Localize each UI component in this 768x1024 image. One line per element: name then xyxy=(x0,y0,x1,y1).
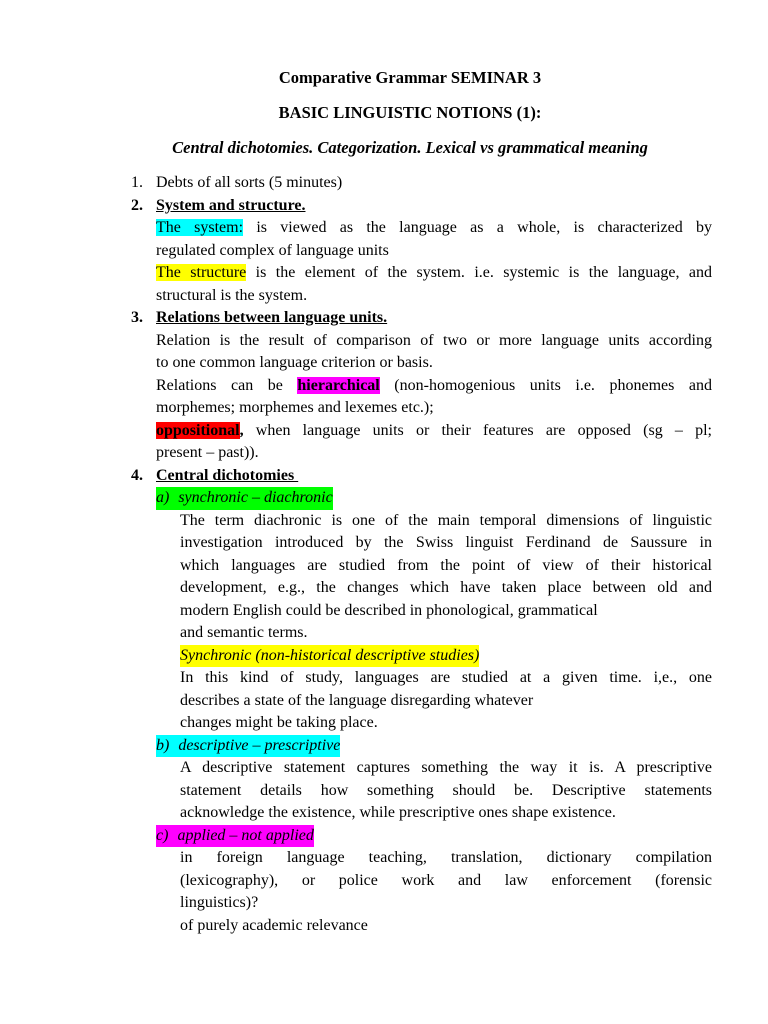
paragraph-text: which languages are studied from the point of view of their historical xyxy=(180,556,712,574)
document-title: Comparative Grammar SEMINAR 3 xyxy=(278,68,542,87)
list-number: 4. xyxy=(131,466,143,484)
highlighted-term: hierarchical xyxy=(297,376,380,394)
highlighted-term: oppositional xyxy=(156,421,240,439)
paragraph-text: investigation introduced by the Swiss linguist Ferdinand de Saussure in xyxy=(180,534,712,551)
paragraph-line xyxy=(0,847,768,870)
paragraph-text: present – past)). xyxy=(156,444,259,461)
section-heading: System and structure. xyxy=(156,196,306,214)
highlighted-term: The structure xyxy=(156,264,247,281)
paragraph-line xyxy=(0,375,768,398)
paragraph-text: linguistics)? xyxy=(180,894,259,911)
paragraph-line xyxy=(0,397,768,420)
list-item-2 xyxy=(0,195,768,218)
paragraph-line xyxy=(0,645,768,668)
paragraph-text: describes a state of the language disregarding whatever xyxy=(180,691,534,709)
paragraph-line xyxy=(0,442,768,465)
paragraph-line xyxy=(0,757,768,780)
paragraph-text: (lexicography), or police work and law enforcement (forensic xyxy=(180,871,712,889)
paragraph-text: In this kind of study, languages are studied at a given time. i,e., one xyxy=(180,669,712,686)
paragraph-line xyxy=(0,915,768,938)
paragraph-line xyxy=(0,420,768,443)
section-heading: Relations between language units. xyxy=(156,309,388,326)
paragraph-line xyxy=(0,802,768,825)
list-number: 3. xyxy=(131,309,143,326)
highlighted-term: Synchronic (non-historical descriptive studies) xyxy=(180,645,479,668)
highlighted-term: The system: xyxy=(156,219,244,236)
paragraph-text: acknowledge the existence, while prescriptive ones shape existence. xyxy=(180,804,616,821)
paragraph-text: in foreign language teaching, translation, dictionary compilation xyxy=(180,849,712,866)
paragraph-line xyxy=(0,780,768,803)
sub-item-heading: c) applied – not applied xyxy=(156,825,314,848)
paragraph-line xyxy=(0,622,768,645)
list-item-1 xyxy=(0,172,768,195)
paragraph-line xyxy=(0,892,768,915)
paragraph-line xyxy=(0,510,768,533)
paragraph-text: statement details how something should be. Descriptive statements xyxy=(180,781,712,799)
paragraph-line xyxy=(0,352,768,375)
paragraph-line xyxy=(0,712,768,735)
paragraph-line xyxy=(0,600,768,623)
paragraph-text: The structure is the element of the system. i.e. systemic is the language, and xyxy=(156,264,712,281)
document-subtitle: BASIC LINGUISTIC NOTIONS (1): xyxy=(278,103,542,122)
paragraph-line xyxy=(0,577,768,600)
paragraph-line xyxy=(0,532,768,555)
paragraph-line xyxy=(0,870,768,893)
paragraph-text: The term diachronic is one of the main temporal dimensions of linguistic xyxy=(180,511,712,529)
sub-item-heading: a) synchronic – diachronic xyxy=(156,487,333,510)
sub-item-a xyxy=(0,487,768,510)
paragraph-line xyxy=(0,262,768,285)
paragraph-text: changes might be taking place. xyxy=(180,714,378,731)
list-item-3 xyxy=(0,307,768,330)
paragraph-text: development, e.g., the changes which have taken place between old and xyxy=(180,579,712,596)
list-item-text: Debts of all sorts (5 minutes) xyxy=(156,174,343,191)
paragraph-text: oppositional, when language units or their features are opposed (sg – pl; xyxy=(156,421,712,439)
paragraph-line xyxy=(0,330,768,353)
paragraph-text: A descriptive statement captures something the way it is. A prescriptive xyxy=(180,759,712,776)
section-heading: Central dichotomies xyxy=(156,466,299,484)
paragraph-line xyxy=(0,667,768,690)
paragraph-text: morphemes; morphemes and lexemes etc.); xyxy=(156,399,434,416)
paragraph-text: to one common language criterion or basis. xyxy=(156,354,433,371)
sub-item-c xyxy=(0,825,768,848)
paragraph-text: regulated complex of language units xyxy=(156,241,389,259)
sub-item-heading: b) descriptive – prescriptive xyxy=(156,735,340,758)
paragraph-text: structural is the system. xyxy=(156,286,308,304)
paragraph-line xyxy=(0,240,768,263)
paragraph-text: Relations can be hierarchical (non-homogenious units i.e. phonemes and xyxy=(156,376,712,394)
paragraph-line xyxy=(0,217,768,240)
list-number: 1. xyxy=(131,174,143,191)
paragraph-text: The system: is viewed as the language as a whole, is characterized by xyxy=(156,219,713,236)
numbered-list xyxy=(0,172,768,937)
paragraph-text: Relation is the result of comparison of two or more language units according xyxy=(156,331,712,349)
list-number: 2. xyxy=(131,196,143,214)
paragraph-text: modern English could be described in phonological, grammatical xyxy=(180,601,598,619)
paragraph-line xyxy=(0,555,768,578)
sub-item-b xyxy=(0,735,768,758)
paragraph-text: and semantic terms. xyxy=(180,624,308,641)
paragraph-text: of purely academic relevance xyxy=(180,916,368,934)
paragraph-line xyxy=(0,690,768,713)
document-topic: Central dichotomies. Categorization. Lexical vs grammatical meaning xyxy=(172,138,648,157)
paragraph-line xyxy=(0,285,768,308)
list-item-4 xyxy=(0,465,768,488)
